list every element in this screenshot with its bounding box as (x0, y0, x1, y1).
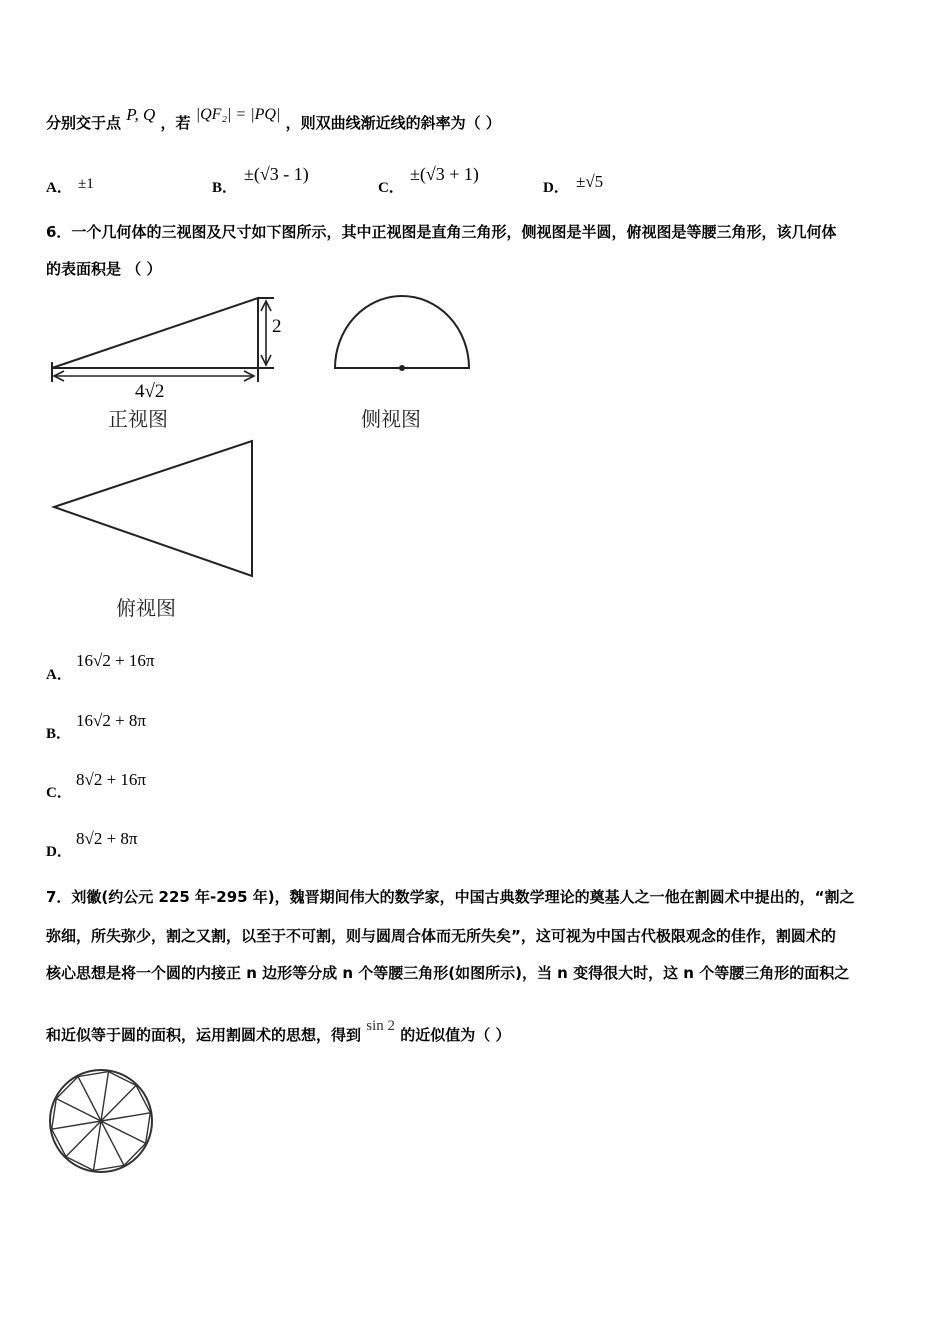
q5-option-a-label[interactable]: A． (46, 180, 72, 196)
q5-points: P, Q (126, 105, 156, 124)
q6-option-d-value: 8√2 + 8π (76, 829, 138, 848)
q6-option-c-label[interactable]: C． (46, 785, 72, 801)
polygon-spoke (78, 1077, 101, 1121)
polygon-spoke (101, 1121, 124, 1165)
top-view-caption: 俯视图 (116, 596, 176, 620)
q6-stem-line1: 6．一个几何体的三视图及尺寸如下图所示，其中正视图是直角三角形，侧视图是半圆，俯视图是等腰三角形，该几何体 (46, 223, 837, 241)
side-view-caption: 侧视图 (361, 407, 421, 431)
q5-option-b-value: ±(√3 - 1) (244, 164, 309, 184)
front-width-label: 4√2 (135, 381, 165, 402)
q7-line4-prefix: 和近似等于圆的面积，运用割圆术的思想，得到 (46, 1026, 362, 1044)
q6-option-c-value: 8√2 + 16π (76, 770, 147, 789)
q6-option-b-value: 16√2 + 8π (76, 711, 147, 730)
q7-sin2: sin 2 (366, 1018, 396, 1034)
polygon-spoke (56, 1099, 101, 1121)
front-view-caption: 正视图 (108, 407, 168, 431)
q6-option-b-label[interactable]: B． (46, 726, 72, 742)
q5-option-d-label[interactable]: D． (543, 180, 569, 196)
q7-line4-suffix: 的近似值为（ ） (400, 1026, 511, 1044)
q5-option-c-label[interactable]: C． (378, 180, 404, 196)
q5-mid: ，若 (160, 114, 191, 132)
q5-condition: |QF₂| = |PQ| (195, 106, 281, 123)
q5-suffix: ，则双曲线渐近线的斜率为（ ） (285, 114, 501, 132)
q5-option-d-value: ±√5 (576, 172, 604, 191)
q7-line2: 弥细，所失弥少，割之又割，以至于不可割，则与圆周合体而无所失矣”，这可视为中国古代极限观念的佳作，割圆术的 (46, 927, 836, 945)
q5-option-a-value: ±1 (78, 176, 94, 192)
q5-option-b-label[interactable]: B． (212, 180, 238, 196)
q7-line1: 7．刘徽(约公元 225 年-295 年)，魏晋期间伟大的数学家，中国古典数学理论的奠基人之一他在割圆术中提出的，“割之 (46, 888, 855, 906)
q6-option-a-value: 16√2 + 16π (76, 651, 155, 670)
front-height-label: 2 (272, 316, 282, 337)
q6-option-a-label[interactable]: A． (46, 667, 72, 683)
q5-option-c-value: ±(√3 + 1) (410, 164, 479, 184)
q7-line3: 核心思想是将一个圆的内接正 n 边形等分成 n 个等腰三角形(如图所示)，当 n 变得很大时，这 n 个等腰三角形的面积之 (46, 964, 850, 982)
polygon-spoke (101, 1121, 146, 1143)
q6-stem-line2: 的表面积是 （ ） (46, 260, 162, 278)
q6-option-d-label[interactable]: D． (46, 844, 72, 860)
q5-prefix: 分别交于点 (46, 114, 122, 132)
